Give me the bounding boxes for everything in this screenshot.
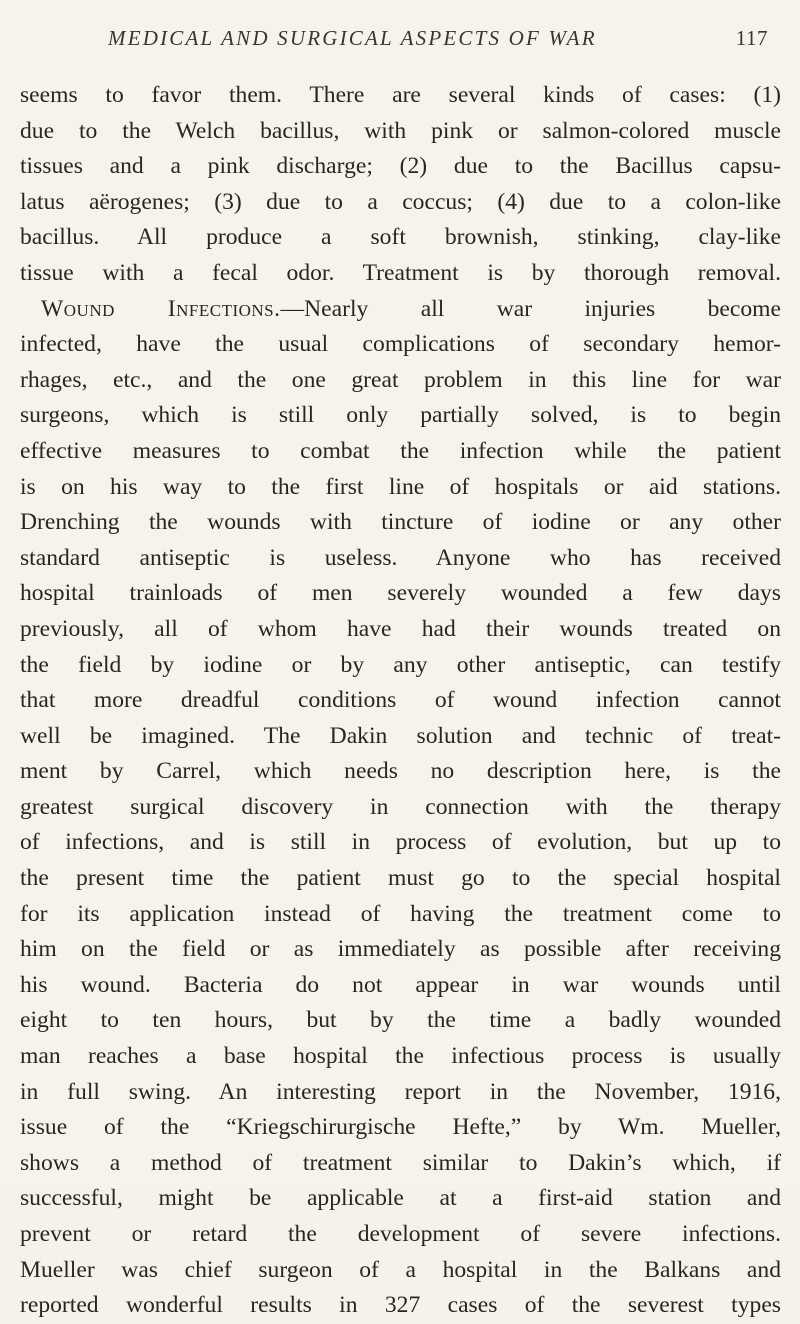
text-line: greatest surgical discovery in connection with the therapy bbox=[20, 793, 781, 820]
text-line: Mueller was chief surgeon of a hospital in the Balkans and bbox=[20, 1256, 781, 1283]
text-line: of infections, and is still in process of evolution, but up to bbox=[20, 829, 781, 856]
text-line: reported wonderful results in 327 cases of the severest types bbox=[20, 1292, 781, 1319]
text-line: effective measures to combat the infection while the patient bbox=[20, 437, 781, 464]
text-line: successful, might be applicable at a first-aid station and bbox=[20, 1185, 781, 1212]
text-line: issue of the “Kriegschirurgische Hefte,” by Wm. Mueller, bbox=[20, 1114, 781, 1141]
text-line: tissues and a pink discharge; (2) due to the Bacillus capsu- bbox=[20, 153, 781, 180]
running-head bbox=[96, 26, 776, 56]
text-line: in full swing. An interesting report in the November, 1916, bbox=[20, 1078, 781, 1105]
text-line: him on the field or as immediately as possible after receiving bbox=[20, 936, 781, 963]
text-line: due to the Welch bacillus, with pink or salmon-colored muscle bbox=[20, 117, 781, 144]
text-line: that more dreadful conditions of wound infection cannot bbox=[20, 687, 781, 714]
text-line: surgeons, which is still only partially solved, is to begin bbox=[20, 402, 781, 429]
text-line: is on his way to the first line of hospitals or aid stations. bbox=[20, 473, 781, 500]
section-heading-continuation: —Nearly all war injuries become bbox=[280, 295, 781, 322]
body-text bbox=[20, 78, 781, 1324]
running-title: MEDICAL AND SURGICAL ASPECTS OF WAR bbox=[108, 26, 597, 50]
text-line: latus aërogenes; (3) due to a coccus; (4) due to a colon-like bbox=[20, 188, 781, 215]
text-line: seems to favor them. There are several kinds of cases: (1) bbox=[20, 82, 781, 108]
text-line: the present time the patient must go to the special hospital bbox=[20, 865, 781, 892]
section-heading: Wound Infections. bbox=[41, 295, 281, 322]
text-line: shows a method of treatment similar to Dakin’s which, if bbox=[20, 1149, 781, 1176]
text-line: the field by iodine or by any other antiseptic, can testify bbox=[20, 651, 781, 678]
text-line: rhages, etc., and the one great problem in this line for war bbox=[20, 366, 781, 393]
text-line: well be imagined. The Dakin solution and technic of treat- bbox=[20, 722, 781, 749]
text-line: tissue with a fecal odor. Treatment is by thorough removal. bbox=[20, 259, 781, 286]
text-line: ment by Carrel, which needs no description here, is the bbox=[20, 758, 781, 785]
text-line: Drenching the wounds with tincture of iodine or any other bbox=[20, 509, 781, 536]
text-line: man reaches a base hospital the infectious process is usually bbox=[20, 1043, 781, 1070]
text-line: hospital trainloads of men severely wounded a few days bbox=[20, 580, 781, 607]
text-line: previously, all of whom have had their wounds treated on bbox=[20, 615, 781, 642]
section-heading-line bbox=[20, 292, 781, 328]
page-number: 117 bbox=[735, 26, 768, 50]
text-line: infected, have the usual complications of secondary hemor- bbox=[20, 331, 781, 358]
text-line: prevent or retard the development of severe infections. bbox=[20, 1221, 781, 1247]
text-line: standard antiseptic is useless. Anyone who has received bbox=[20, 544, 781, 571]
text-line: bacillus. All produce a soft brownish, stinking, clay-like bbox=[20, 224, 781, 251]
text-line: eight to ten hours, but by the time a badly wounded bbox=[20, 1007, 781, 1034]
text-line: for its application instead of having the treatment come to bbox=[20, 900, 781, 927]
text-line: his wound. Bacteria do not appear in war wounds until bbox=[20, 971, 781, 998]
